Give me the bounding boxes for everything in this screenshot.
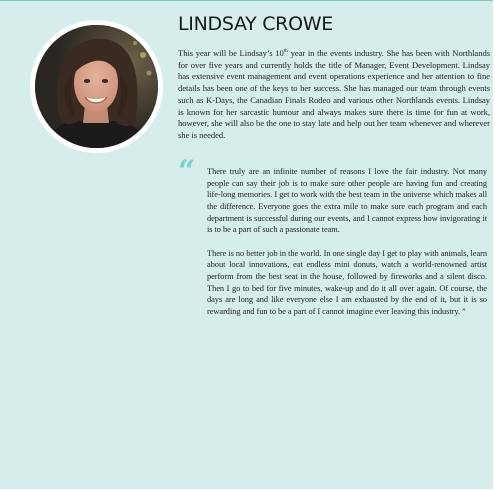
profile-name: LINDSAY CROWE bbox=[178, 13, 333, 35]
profile-bio bbox=[178, 48, 490, 142]
profile-photo-frame bbox=[30, 20, 163, 153]
bio-text-rest: year in the events industry. She has been with Northlands for over five years and currently holds the title of Manager, Event Development. Lindsay has extensive event management and event operations experience and her attention to fine details has been one of the keys to her success. She has managed our team through events such as K-Days, the Canadian Finals Rodeo and various other Northlands events. Lindsay is known for her sarcastic humour and always makes sure there is time for fun at work, however, she will also be the one to stay late and help out her team whenever and wherever she is needed. bbox=[178, 48, 490, 140]
quote-paragraph: There is no better job in the world. In one single day I get to play with animals, learn about local innovations, eat endless mini donuts, watch a world-renowned artist perform from the best seat in the house, followed by fireworks and a silent disco. Then I go to bed for five minutes, wake-up and do it all over again. Of course, the days are long and like everyone else I am exhausted by the end of it, but it is so rewarding and fun to be a part of I cannot imagine ever leaving this industry. ” bbox=[207, 248, 487, 316]
quote-mark-icon: “ bbox=[178, 154, 196, 189]
bio-text-start: This year will be Lindsay’s 10 bbox=[178, 48, 284, 58]
bio-ordinal-suffix: th bbox=[283, 48, 288, 55]
testimonial-quote bbox=[207, 166, 487, 318]
quote-paragraph: There truly are an infinite number of reasons I love the fair industry. Not many people can say their job is to make sure other people are having fun and creating life-long memories. I get to work with the best team in the universe which makes all the difference. Everyone goes the extra mile to make sure each program and each department is successful during our events, and I cannot express how invigorating it is to be a part of such a passionate team. bbox=[207, 167, 487, 235]
profile-photo bbox=[35, 25, 158, 148]
